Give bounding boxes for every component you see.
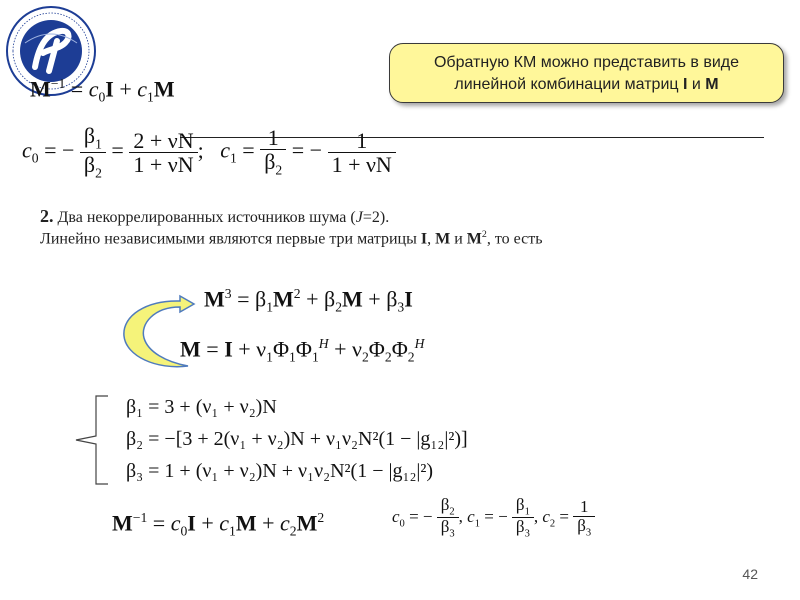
beta-3-formula: β₃ = 1 + (ν₁ + ν₂)N + ν₁ν₂N²(1 − |g₁₂|²)	[126, 460, 434, 482]
paragraph-line-2: Линейно независимыми являются первые три матрицы I, M и $M^2$, то есть	[40, 229, 543, 248]
coefficients-bottom-formula: $c_0$ = − $\frac{\beta_2}{\beta_3}$ , $c_1$ = − $\frac{\beta_1}{\beta_3}$ , $c_2$ = $\frac{1}{\beta_3}$	[392, 496, 595, 540]
paragraph-line-1: 2. Два некоррелированных источников шума (J=2).	[40, 206, 390, 226]
beta-2-formula: β₂ = −[3 + 2(ν₁ + ν₂)N + ν₁ν₂N²(1 − |g₁₂|²)]	[126, 428, 468, 450]
page-number: 42	[742, 566, 758, 582]
callout-line-2: линейной комбинации матриц I и M	[454, 76, 719, 93]
inverse-formula-top: $M^{-1} = c_0I + c_1M$	[30, 76, 175, 105]
callout-line-1: Обратную КМ можно представить в виде	[433, 54, 739, 71]
m-definition-formula: $M = I + \nu_1\Phi_1\Phi_1^H + \nu_2\Phi_2\Phi_2^H$	[180, 336, 425, 365]
cubic-relation-formula: $M^3 = \beta_1M^2 + \beta_2M + \beta_3I$	[204, 286, 413, 315]
coefficients-formula: $c_0$ = − $\frac{\beta_1}{\beta_2}$ = $\frac{2 + \nu N}{1 + \nu N}$ ; $c_1$ = $\frac{1}{\beta_2}$ = − $\frac{1}{1 + \nu N}$	[22, 124, 396, 180]
callout-box	[389, 43, 784, 103]
system-brace	[74, 392, 114, 488]
beta-1-formula: β₁ = 3 + (ν₁ + ν₂)N	[126, 396, 277, 418]
inverse-formula-bottom: $M^{-1} = c_0I + c_1M + c_2M^2$	[112, 510, 325, 539]
